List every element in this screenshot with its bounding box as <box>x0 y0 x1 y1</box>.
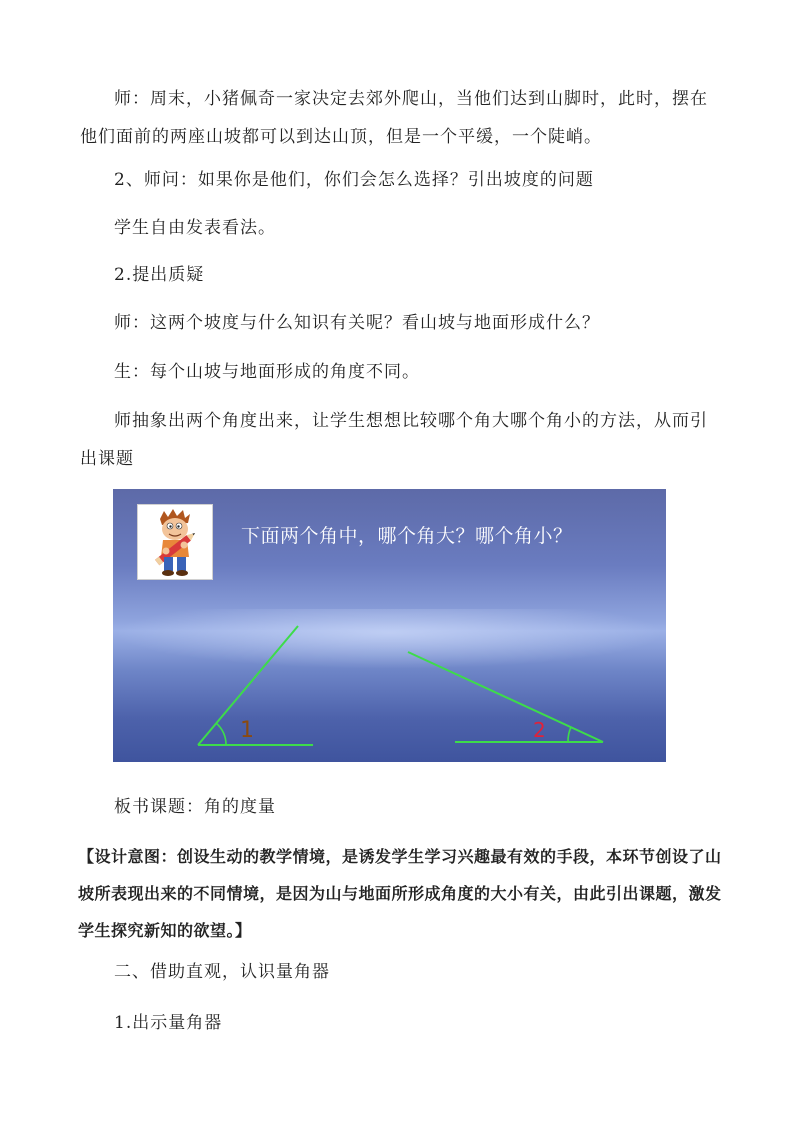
paragraph-raise-question-heading: 2.提出质疑 <box>114 265 205 285</box>
paragraph-teacher-ask: 师：这两个坡度与什么知识有关呢？看山坡与地面形成什么？ <box>114 313 600 333</box>
paragraph-board-title: 板书课题：角的度量 <box>114 797 276 817</box>
angle-2-arc <box>568 727 571 742</box>
angle-2-ray-line <box>408 652 603 742</box>
angle-1-arc <box>216 723 226 745</box>
paragraph-show-protractor: 1.出示量角器 <box>114 1013 223 1033</box>
paragraph-introduce-topic: 师抽象出两个角度出来，让学生想想比较哪个角大哪个角小的方法，从而引出课题 <box>80 411 708 469</box>
angle-2-label: 2 <box>533 718 546 742</box>
paragraph-student-answer: 生：每个山坡与地面形成的角度不同。 <box>114 362 420 382</box>
slide-question: 下面两个角中，哪个角大？哪个角小？ <box>241 525 573 547</box>
paragraph-students-discuss: 学生自由发表看法。 <box>114 218 276 238</box>
paragraph-story: 师：周末，小猪佩奇一家决定去郊外爬山，当他们达到山脚时，此时，摆在他们面前的两座山坡都可以到达山顶，但是一个平缓，一个陡峭。 <box>80 89 708 147</box>
angles-figure <box>113 489 666 762</box>
section-heading-protractor: 二、借助直观，认识量角器 <box>114 962 330 982</box>
paragraph-teacher-question: 2、师问：如果你是他们，你们会怎么选择？引出坡度的问题 <box>114 170 594 190</box>
angle-1-label: 1 <box>240 718 254 743</box>
slide-image <box>113 489 666 762</box>
paragraph-design-intent: 【设计意图：创设生动的教学情境，是诱发学生学习兴趣最有效的手段，本环节创设了山坡所表现出来的不同情境，是因为山与地面所形成角度的大小有关，由此引出课题，激发学生探究新知的欲望。】 <box>78 847 722 940</box>
